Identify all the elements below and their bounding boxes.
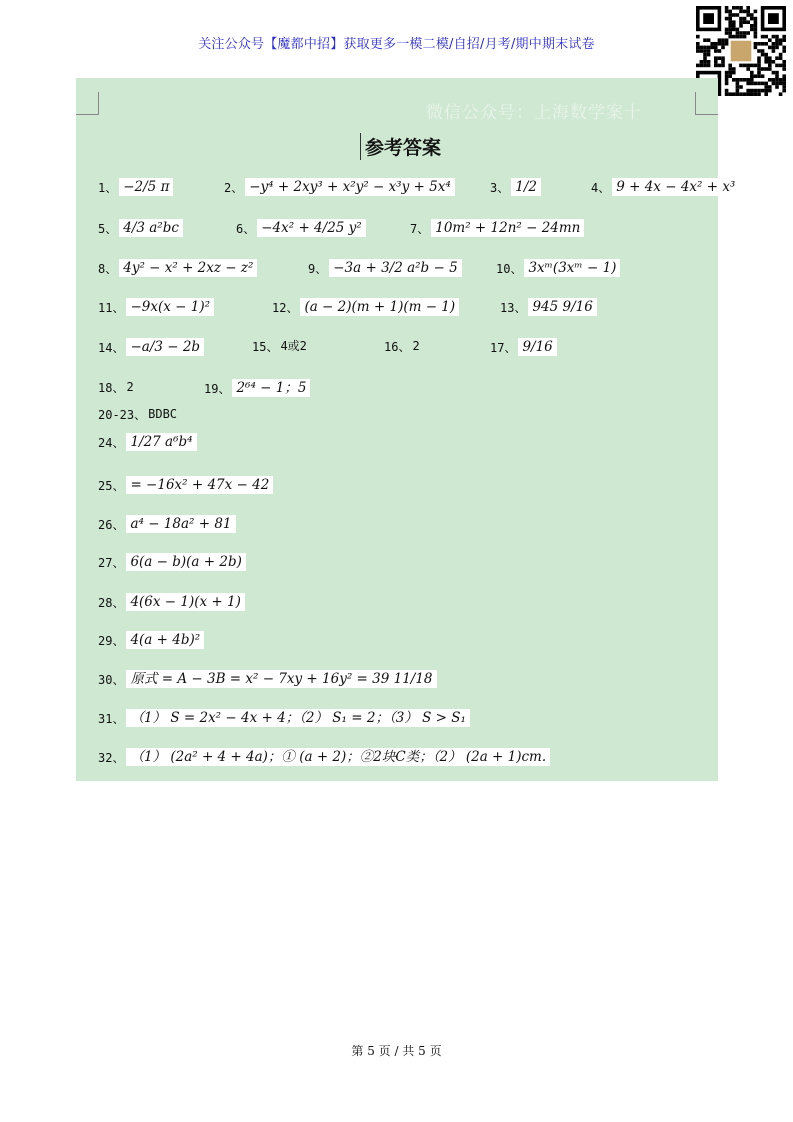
answer-number: 28、 xyxy=(98,595,125,610)
answer-expression: 9 + 4x − 4x² + x³ xyxy=(612,178,739,196)
answer-expression: 945 9/16 xyxy=(528,298,596,316)
answer-expression: 2⁶⁴ − 1；5 xyxy=(232,379,310,397)
corner-mark xyxy=(695,92,718,115)
answer-item xyxy=(98,515,236,533)
answer-expression: 2 xyxy=(126,380,134,395)
answer-item xyxy=(98,406,177,423)
answer-number: 3、 xyxy=(490,180,510,195)
answer-item xyxy=(98,259,257,277)
answer-expression: 1/27 a⁶b⁴ xyxy=(126,433,196,451)
answer-expression: (a − 2)(m + 1)(m − 1) xyxy=(300,298,459,316)
answer-number: 27、 xyxy=(98,555,125,570)
answer-number: 20-23、 xyxy=(98,408,147,422)
answer-item xyxy=(591,178,739,196)
answer-expression: 4(a + 4b)² xyxy=(126,631,204,649)
answer-expression: 9/16 xyxy=(518,338,556,356)
answer-expression: 2 xyxy=(412,339,420,354)
answer-item xyxy=(252,338,307,355)
answer-expression: −2/5 π xyxy=(119,178,173,196)
answer-expression: −4x² + 4/25 y² xyxy=(257,219,365,237)
answer-item xyxy=(384,338,420,355)
answer-item xyxy=(500,298,597,316)
answer-number: 8、 xyxy=(98,261,118,276)
answer-expression: a⁴ − 18a² + 81 xyxy=(126,515,235,533)
answer-item xyxy=(98,178,173,196)
answer-item xyxy=(98,476,273,494)
answer-item xyxy=(224,178,455,196)
answer-number: 4、 xyxy=(591,180,611,195)
answer-expression: 6(a − b)(a + 2b) xyxy=(126,553,245,571)
answer-number: 13、 xyxy=(500,300,527,315)
answer-item xyxy=(236,219,366,237)
answer-expression: −a/3 − 2b xyxy=(126,338,204,356)
answer-item xyxy=(98,433,197,451)
answer-number: 2、 xyxy=(224,180,244,195)
answer-expression: −y⁴ + 2xy³ + x²y² − x³y + 5x⁴ xyxy=(245,178,455,196)
answer-expression: 4/3 a²bc xyxy=(119,219,183,237)
answer-number: 11、 xyxy=(98,300,125,315)
answer-item xyxy=(98,709,470,727)
answer-number: 15、 xyxy=(252,340,279,354)
answer-number: 14、 xyxy=(98,340,125,355)
answer-expression: 4(6x − 1)(x + 1) xyxy=(126,593,244,611)
answer-item xyxy=(308,259,462,277)
answer-item xyxy=(410,219,584,237)
answer-number: 1、 xyxy=(98,180,118,195)
answer-item xyxy=(272,298,459,316)
answer-item xyxy=(98,553,246,571)
answer-number: 7、 xyxy=(410,221,430,236)
answer-expression: −9x(x − 1)² xyxy=(126,298,214,316)
answer-expression: 4或2 xyxy=(280,339,307,354)
page-title: 参考答案 xyxy=(360,133,441,160)
answer-expression: = −16x² + 47x − 42 xyxy=(126,476,273,494)
answer-expression: −3a + 3/2 a²b − 5 xyxy=(329,259,461,277)
answer-number: 10、 xyxy=(496,261,523,276)
answer-item xyxy=(98,748,550,766)
corner-mark xyxy=(76,92,99,115)
answer-number: 17、 xyxy=(490,340,517,355)
answer-number: 9、 xyxy=(308,261,328,276)
answer-number: 18、 xyxy=(98,381,125,395)
answer-item xyxy=(496,259,620,277)
answer-number: 25、 xyxy=(98,478,125,493)
answer-number: 16、 xyxy=(384,340,411,354)
answer-expression: 4y² − x² + 2xz − z² xyxy=(119,259,257,277)
answer-item xyxy=(490,338,557,356)
answer-item xyxy=(98,593,245,611)
answer-item xyxy=(98,219,183,237)
answer-number: 31、 xyxy=(98,711,125,726)
page-footer: 第 5 页 / 共 5 页 xyxy=(351,1044,442,1058)
answer-expression: （1） (2a² + 4 + 4a)；① (a + 2)；②2块C类；（2） (2a + 1)cm. xyxy=(126,748,550,766)
watermark: 微信公众号：上海数学案十 xyxy=(426,103,642,123)
answer-number: 6、 xyxy=(236,221,256,236)
answer-number: 24、 xyxy=(98,435,125,450)
answer-expression: （1） S = 2x² − 4x + 4；（2） S₁ = 2；（3） S > S₁ xyxy=(126,709,469,727)
answer-item xyxy=(98,379,134,396)
promo-banner: 关注公众号【魔都中招】获取更多一模二模/自招/月考/期中期末试卷 xyxy=(198,37,595,52)
answer-sheet xyxy=(76,78,736,781)
answer-number: 29、 xyxy=(98,633,125,648)
answer-expression: 原式 = A − 3B = x² − 7xy + 16y² = 39 11/18 xyxy=(126,670,436,688)
answer-item xyxy=(204,379,310,397)
answer-number: 32、 xyxy=(98,750,125,765)
answer-item xyxy=(98,670,437,688)
answer-item xyxy=(98,338,204,356)
answer-number: 19、 xyxy=(204,381,231,396)
answer-number: 12、 xyxy=(272,300,299,315)
answer-expression: BDBC xyxy=(148,407,178,422)
answer-number: 30、 xyxy=(98,672,125,687)
answer-item xyxy=(98,298,214,316)
answer-item xyxy=(490,178,541,196)
answer-item xyxy=(98,631,204,649)
answer-number: 26、 xyxy=(98,517,125,532)
answer-number: 5、 xyxy=(98,221,118,236)
answer-expression: 3xᵐ(3xᵐ − 1) xyxy=(524,259,620,277)
answer-expression: 1/2 xyxy=(511,178,541,196)
answer-expression: 10m² + 12n² − 24mn xyxy=(431,219,584,237)
